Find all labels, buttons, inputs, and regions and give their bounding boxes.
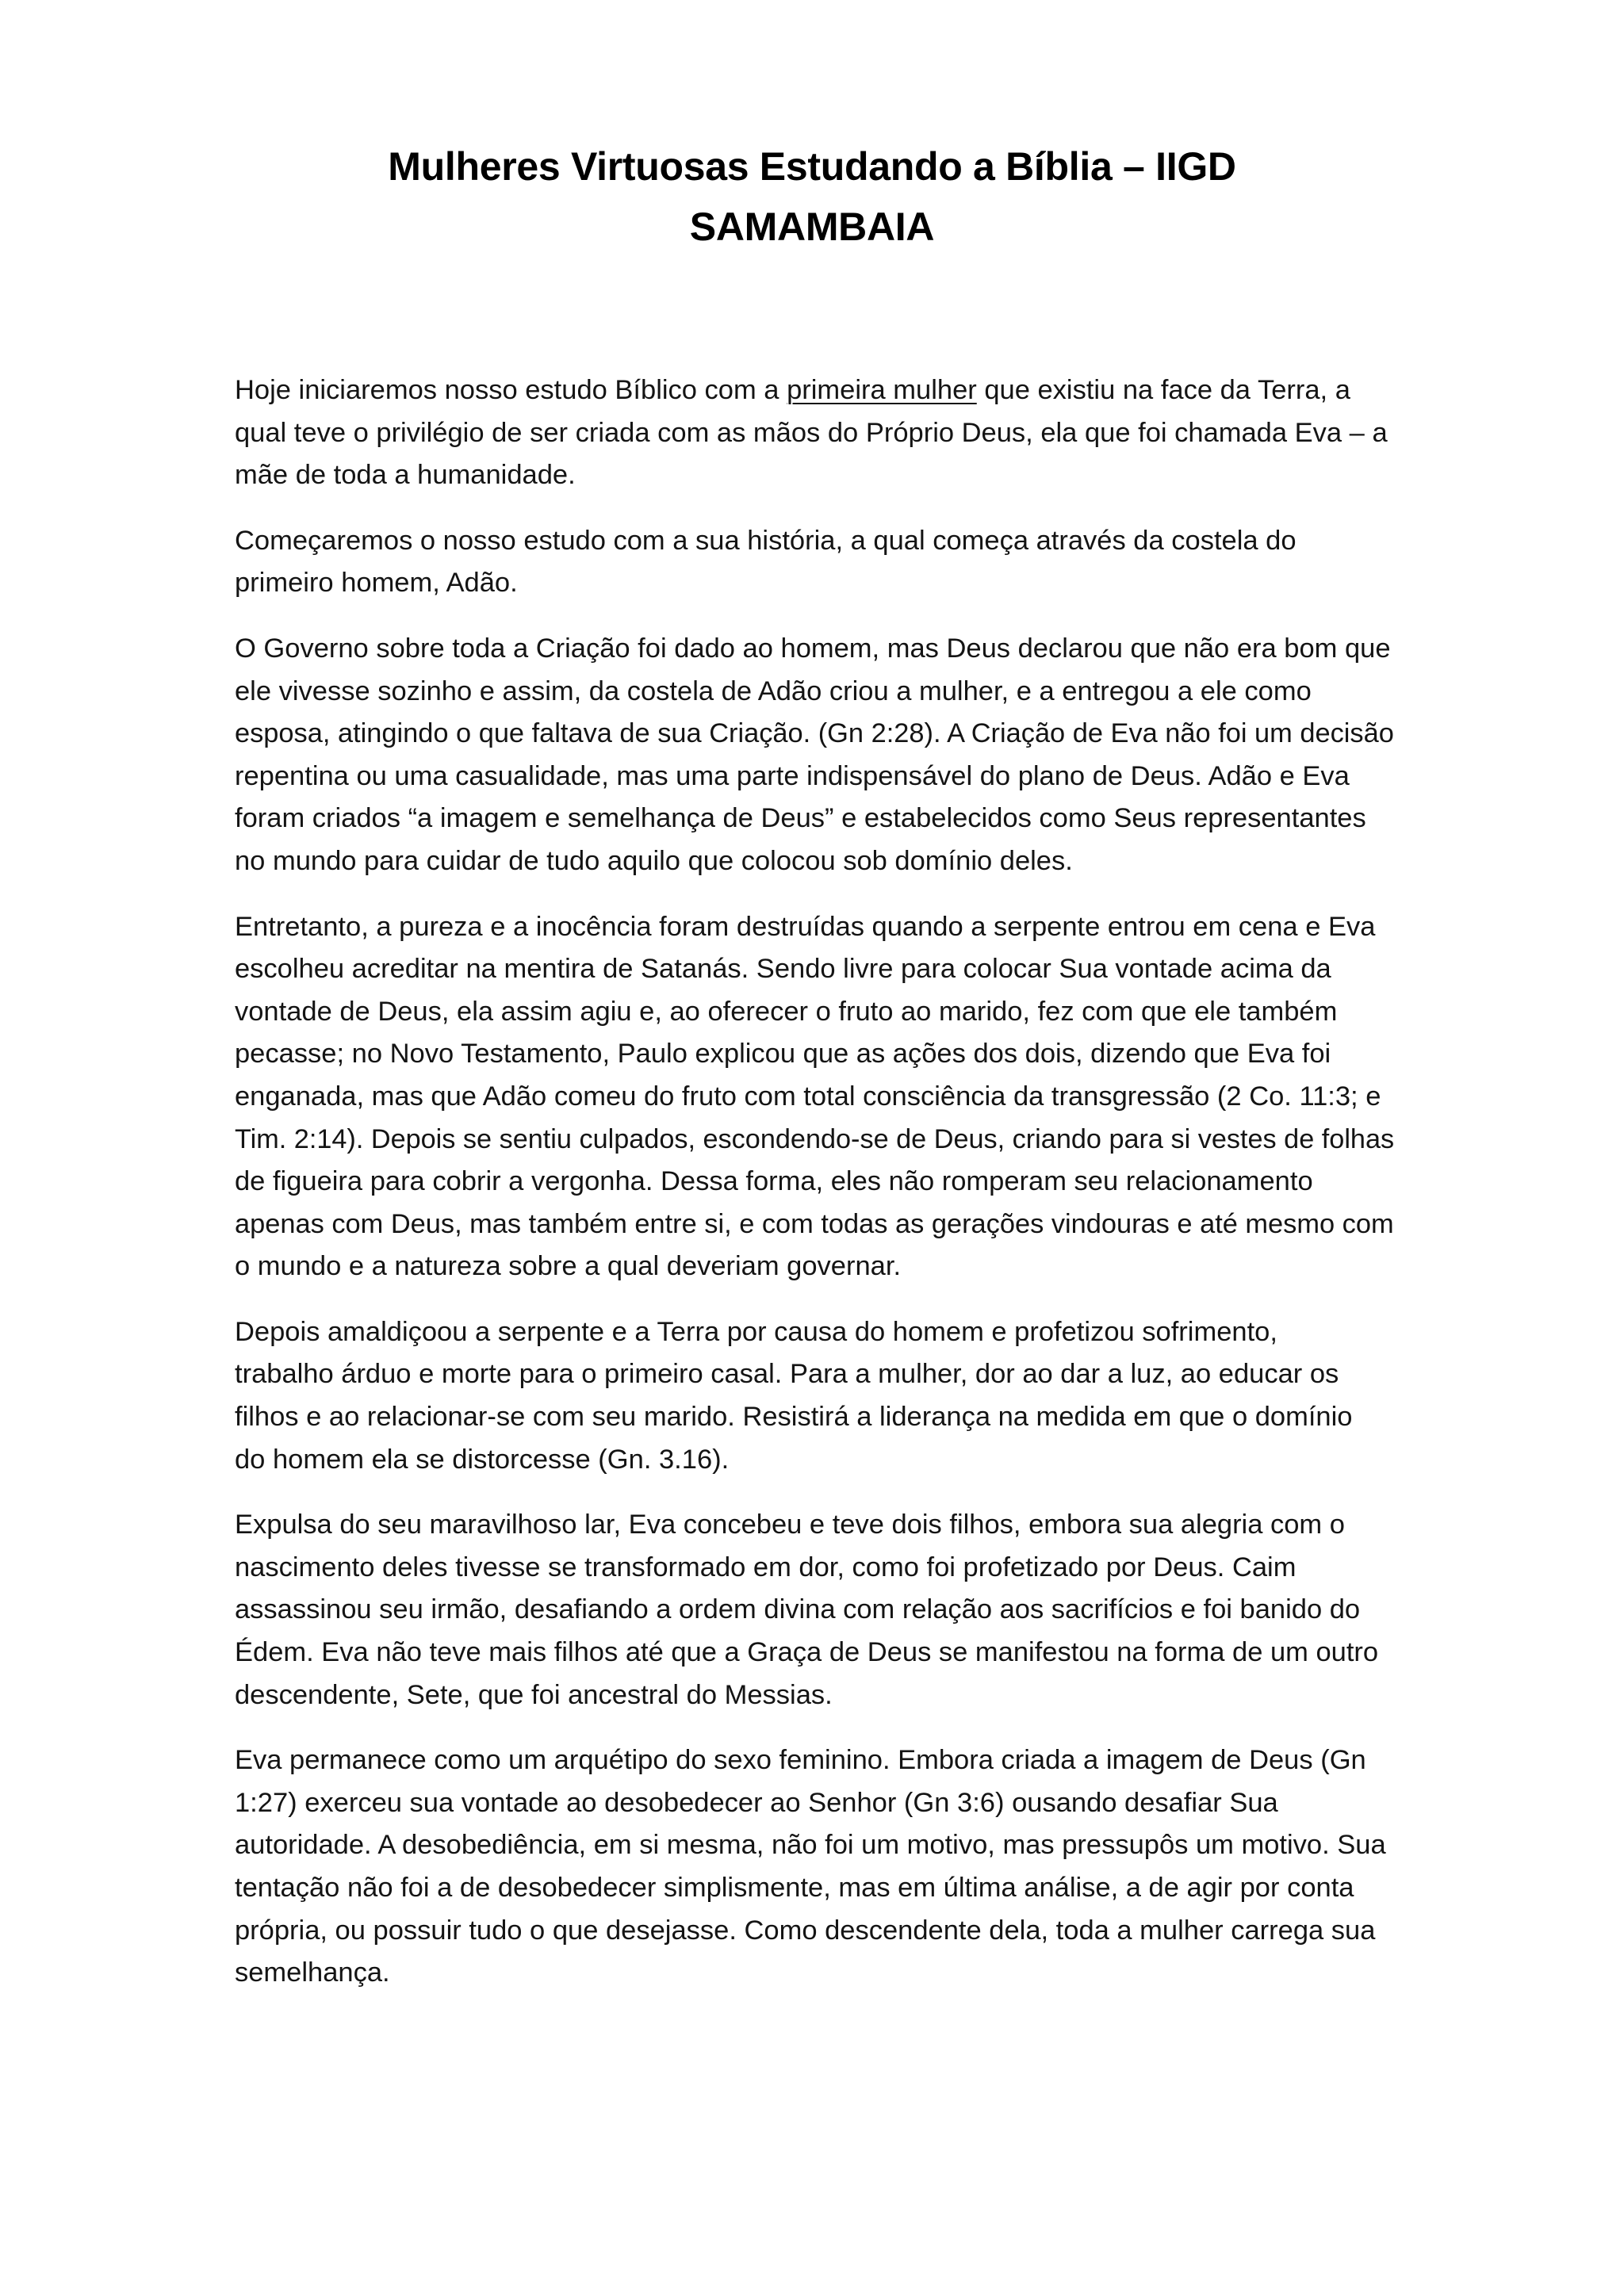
document-title	[285, 136, 1339, 257]
document-body	[235, 369, 1394, 2018]
text-line: própria, ou possuir tudo o que desejasse. Como descendente dela, toda a mulher carrega sua	[235, 1915, 1376, 1946]
text-line: escolheu acreditar na mentira de Satanás. Sendo livre para colocar Sua vontade acima da	[235, 954, 1331, 985]
text-line: no mundo para cuidar de tudo aquilo que colocou sob domínio deles.	[235, 845, 1073, 876]
text-line: mãe de toda a humanidade.	[235, 460, 576, 491]
paragraph	[235, 906, 1394, 1288]
text-line: Depois amaldiçoou a serpente e a Terra por causa do homem e profetizou sofrimento,	[235, 1316, 1277, 1347]
text-line: nascimento deles tivesse se transformado em dor, como foi profetizado por Deus. Caim	[235, 1552, 1297, 1582]
text-line: repentina ou uma casualidade, mas uma parte indispensável do plano de Deus. Adão e Eva	[235, 760, 1350, 791]
text-line: Começaremos o nosso estudo com a sua história, a qual começa através da costela do	[235, 525, 1297, 556]
text-segment: Hoje iniciaremos nosso estudo Bíblico com a	[235, 375, 787, 405]
text-segment: que existiu na face da Terra, a	[976, 375, 1350, 405]
text-line: apenas com Deus, mas também entre si, e com todas as gerações vindouras e até mesmo com	[235, 1208, 1394, 1239]
text-line	[235, 369, 1394, 412]
text-line: filhos e ao relacionar-se com seu marido. Resistirá a liderança na medida em que o domínio	[235, 1402, 1353, 1433]
title-line: SAMAMBAIA	[689, 205, 935, 249]
text-line: foram criados “a imagem e semelhança de Deus” e estabelecidos como Seus representantes	[235, 803, 1366, 834]
text-line: autoridade. A desobediência, em si mesma, não foi um motivo, mas pressupôs um motivo. Sua	[235, 1830, 1386, 1861]
text-line: primeiro homem, Adão.	[235, 568, 518, 599]
paragraph	[235, 369, 1394, 497]
text-line: qual teve o privilégio de ser criada com as mãos do Próprio Deus, ela que foi chamada Eva – a	[235, 417, 1388, 448]
text-line: descendente, Sete, que foi ancestral do Messias.	[235, 1679, 833, 1710]
text-line: Eva permanece como um arquétipo do sexo feminino. Embora criada a imagem de Deus (Gn	[235, 1745, 1366, 1776]
text-line: semelhança.	[235, 1957, 390, 1988]
text-line: esposa, atingindo o que faltava de sua Criação. (Gn 2:28). A Criação de Eva não foi um decisão	[235, 718, 1394, 749]
text-line: ele vivesse sozinho e assim, da costela de Adão criou a mulher, e a entregou a ele como	[235, 675, 1312, 706]
paragraph	[235, 628, 1394, 883]
text-line: enganada, mas que Adão comeu do fruto com total consciência da transgressão (2 Co. 11:3; e	[235, 1081, 1381, 1112]
text-line: Entretanto, a pureza e a inocência foram destruídas quando a serpente entrou em cena e Eva	[235, 911, 1376, 942]
text-line: Tim. 2:14). Depois se sentiu culpados, escondendo-se de Deus, criando para si vestes de folhas	[235, 1123, 1395, 1154]
title-line: Mulheres Virtuosas Estudando a Bíblia – IIGD	[388, 144, 1236, 189]
text-line: tentação não foi a de desobedecer simplismente, mas em última análise, a de agir por conta	[235, 1873, 1354, 1903]
text-line: o mundo e a natureza sobre a qual deveriam governar.	[235, 1251, 902, 1282]
paragraph	[235, 1739, 1394, 1995]
text-line: O Governo sobre toda a Criação foi dado ao homem, mas Deus declarou que não era bom que	[235, 633, 1391, 664]
text-line: do homem ela se distorcesse (Gn. 3.16).	[235, 1444, 730, 1475]
text-line: vontade de Deus, ela assim agiu e, ao oferecer o fruto ao marido, fez com que ele também	[235, 996, 1338, 1027]
underlined-text: primeira mulher	[787, 375, 977, 405]
paragraph	[235, 1504, 1394, 1716]
text-line: 1:27) exerceu sua vontade ao desobedecer ao Senhor (Gn 3:6) ousando desafiar Sua	[235, 1787, 1278, 1818]
text-line: Édem. Eva não teve mais filhos até que a Graça de Deus se manifestou na forma de um outro	[235, 1637, 1379, 1668]
text-line: trabalho árduo e morte para o primeiro casal. Para a mulher, dor ao dar a luz, ao educar os	[235, 1359, 1339, 1390]
text-line: assassinou seu irmão, desafiando a ordem divina com relação aos sacrifícios e foi banido do	[235, 1594, 1361, 1625]
text-line: de figueira para cobrir a vergonha. Dessa forma, eles não romperam seu relacionamento	[235, 1166, 1313, 1197]
paragraph	[235, 1311, 1394, 1481]
text-line: Expulsa do seu maravilhoso lar, Eva concebeu e teve dois filhos, embora sua alegria com o	[235, 1510, 1345, 1540]
paragraph	[235, 520, 1394, 605]
text-line: pecasse; no Novo Testamento, Paulo explicou que as ações dos dois, dizendo que Eva foi	[235, 1039, 1331, 1070]
